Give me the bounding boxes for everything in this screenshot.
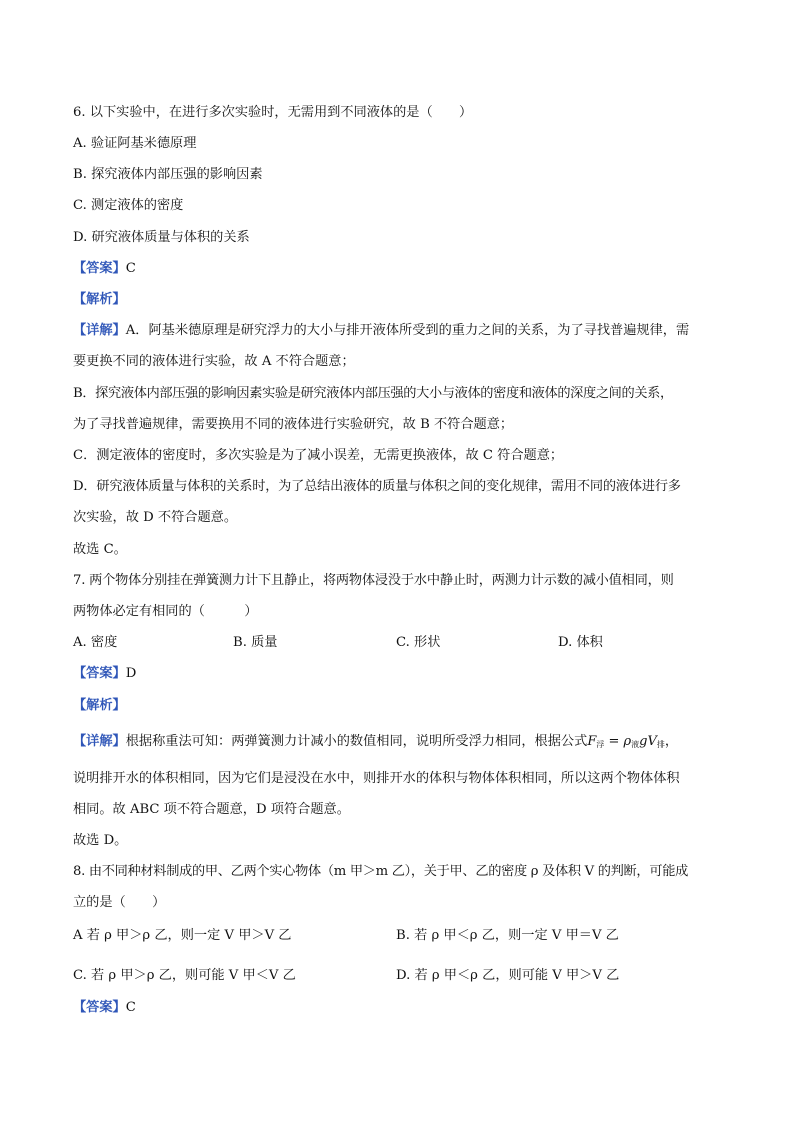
- q6-detail-line-4: 为了寻找普遍规律，需要换用不同的液体进行实验研究，故 B 不符合题意；: [73, 417, 514, 432]
- q6-detail-line-7: 次实验，故 D 不符合题意。: [73, 510, 238, 525]
- detail-text: 根据称重法可知：两弹簧测力计减小的数值相同，说明所受浮力相同，根据公式: [125, 734, 588, 749]
- q8-answer: [73, 998, 136, 1018]
- q6-conclusion: 故选 C。: [73, 542, 127, 557]
- q7-analysis-label: [73, 696, 126, 716]
- q8-option-d: D. 若 ρ 甲＜ρ 乙，则可能 V 甲＞V 乙: [396, 968, 620, 983]
- q7-stem-line-1: 7. 两个物体分别挂在弹簧测力计下且静止，将两物体浸没于水中静止时，两测力计示数的减小值相同，则: [73, 573, 674, 588]
- q6-answer: [73, 259, 136, 279]
- detail-text: A．阿基米德原理是研究浮力的大小与排开液体所受到的重力之间的关系，为了寻找普遍规律，需: [125, 323, 690, 338]
- q7-conclusion: 故选 D。: [73, 833, 128, 848]
- q7-stem-line-2: 两物体必定有相同的（ ）: [73, 604, 258, 619]
- q6-option-c: C. 测定液体的密度: [73, 198, 184, 213]
- q6-option-d: D. 研究液体质量与体积的关系: [73, 230, 250, 245]
- q6-detail-line-2: 要更换不同的液体进行实验，故 A 不符合题意；: [73, 354, 355, 369]
- q8-stem-line-2: 立的是（ ）: [73, 895, 166, 910]
- answer-value: D: [125, 666, 137, 681]
- answer-label: 【答案】: [73, 666, 126, 681]
- q6-stem: 6. 以下实验中，在进行多次实验时，无需用到不同液体的是（ ）: [73, 105, 473, 120]
- q6-option-b: B. 探究液体内部压强的影响因素: [73, 167, 263, 182]
- answer-label: 【答案】: [73, 261, 126, 276]
- q7-detail-line-3: 相同。故 ABC 项不符合题意，D 项符合题意。: [73, 802, 350, 817]
- q6-analysis-label: [73, 290, 126, 310]
- detail-label: 【详解】: [73, 734, 126, 749]
- q6-detail-line-1: [73, 321, 689, 341]
- q6-detail-line-6: D．研究液体质量与体积的关系时，为了总结出液体的质量与体积之间的变化规律，需用不同的液体进行多: [73, 479, 681, 494]
- answer-value: C: [125, 1000, 136, 1015]
- analysis-label: 【解析】: [73, 292, 126, 307]
- q8-option-b: B. 若 ρ 甲＜ρ 乙，则一定 V 甲＝V 乙: [396, 928, 619, 943]
- buoyancy-formula: $F_浮 = \rho_液gV_排$: [587, 734, 665, 749]
- analysis-label: 【解析】: [73, 698, 126, 713]
- q6-option-a: A. 验证阿基米德原理: [73, 136, 197, 151]
- q6-detail-line-5: C．测定液体的密度时，多次实验是为了减小误差，无需更换液体，故 C 符合题意；: [73, 448, 564, 463]
- q7-option-d: D. 体积: [558, 635, 603, 650]
- q7-option-a: A. 密度: [73, 635, 118, 650]
- detail-label: 【详解】: [73, 323, 126, 338]
- q7-detail-line-2: 说明排开水的体积相同，因为它们是浸没在水中，则排开水的体积与物体体积相同，所以这两个物体体积: [73, 771, 680, 786]
- q8-option-c: C. 若 ρ 甲＞ρ 乙，则可能 V 甲＜V 乙: [73, 968, 296, 983]
- q7-option-c: C. 形状: [396, 635, 441, 650]
- q8-stem-line-1: 8. 由不同种材料制成的甲、乙两个实心物体（m 甲＞m 乙），关于甲、乙的密度 ρ 及体积 V 的判断，可能成: [73, 864, 688, 879]
- answer-label: 【答案】: [73, 1000, 126, 1015]
- q7-option-b: B. 质量: [233, 635, 278, 650]
- q6-detail-line-3: B．探究液体内部压强的影响因素实验是研究液体内部压强的大小与液体的密度和液体的深度之间的关系，: [73, 386, 673, 401]
- q7-detail-line-1: 【详解】根据称重法可知：两弹簧测力计减小的数值相同，说明所受浮力相同，根据公式$F_浮 = \rho_液gV_排$，: [73, 734, 679, 749]
- answer-value: C: [125, 261, 136, 276]
- q7-answer: [73, 664, 136, 684]
- q8-option-a: A 若 ρ 甲＞ρ 乙，则一定 V 甲＞V 乙: [73, 928, 292, 943]
